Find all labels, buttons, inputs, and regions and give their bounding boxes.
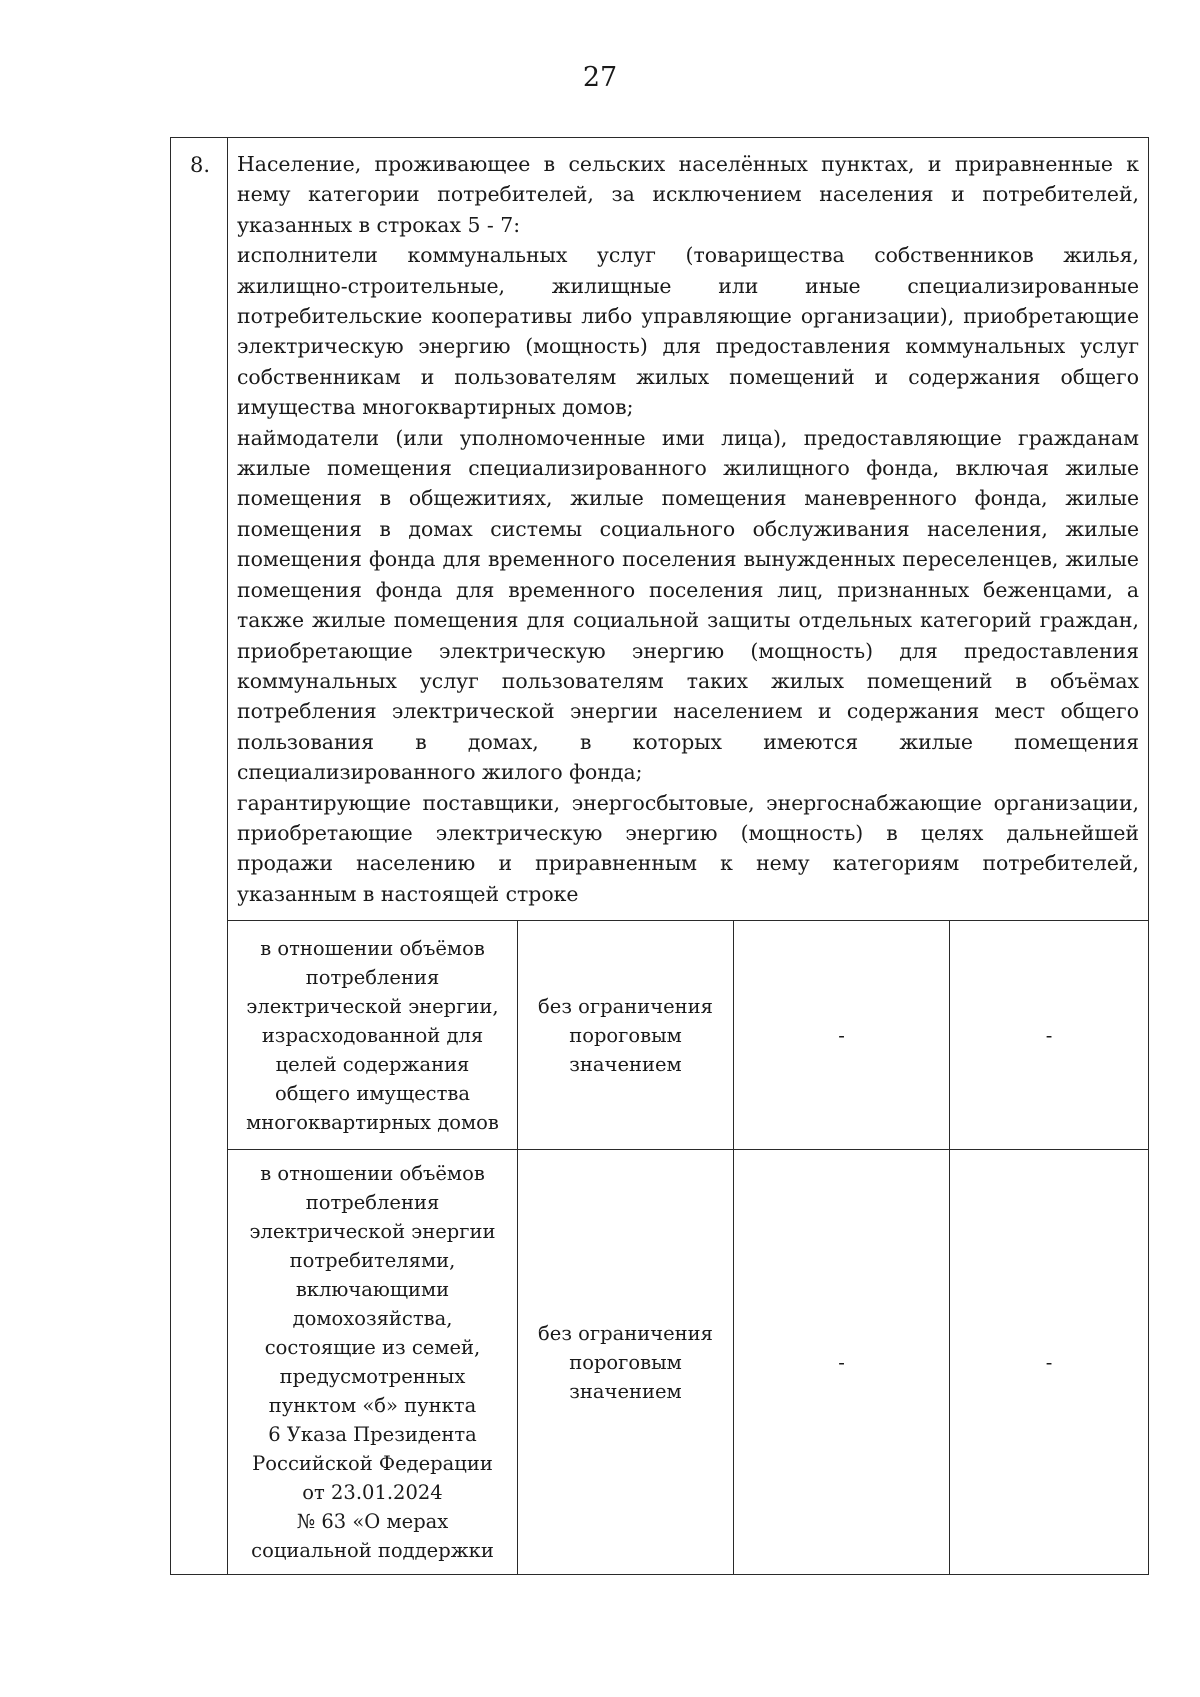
table-subrow	[171, 1150, 1149, 1575]
description-paragraph: исполнители коммунальных услуг (товарищества собственников жилья, жилищно-строительные, жилищные или иные специализированные потребительские кооперативы либо управляющие организации), приобретающие электрическую энергию (мощность) для предоставления коммунальных услуг собственникам и пользователям жилых помещений и содержания общего имущества многоквартирных домов;	[237, 243, 1140, 420]
page-number: 27	[582, 62, 618, 93]
subrow-limit	[518, 1150, 734, 1575]
text-line: 6 Указа Президента	[268, 1423, 477, 1446]
text-line: общего имущества	[275, 1081, 470, 1105]
subrow-col4: -	[950, 1150, 1149, 1575]
text-line: пороговым	[569, 1350, 682, 1374]
row-number: 8.	[171, 138, 228, 1575]
description-paragraph: гарантирующие поставщики, энергосбытовые, энергоснабжающие организации, приобретающие электрическую энергию (мощность) в целях дальнейшей продажи населению и приравненным к нему категориям потребителей, указанным в настоящей строке	[237, 790, 1140, 906]
text-line: значением	[569, 1379, 682, 1403]
text-line: состоящие из семей,	[264, 1336, 481, 1359]
text-line: домохозяйства,	[292, 1307, 453, 1330]
text-line: в отношении объёмов	[260, 1162, 485, 1185]
subrow-col3: -	[734, 1150, 950, 1575]
text-line: социальной поддержки	[251, 1539, 494, 1562]
text-line: многоквартирных домов	[246, 1110, 499, 1134]
text-line: без ограничения	[538, 994, 713, 1018]
subrow-description	[228, 1150, 518, 1575]
text-line: пороговым	[569, 1023, 682, 1047]
description-paragraph: Население, проживающее в сельских населённых пунктах, и приравненные к нему категории потребителей, за исключением населения и потребителей, указанных в строках 5 - 7:	[237, 152, 1140, 237]
subrow-col3: -	[734, 921, 950, 1150]
table-row-8	[171, 138, 1149, 921]
tariff-table	[170, 137, 1149, 1575]
text-line: № 63 «О мерах	[296, 1510, 449, 1533]
text-line: Российской Федерации	[252, 1452, 493, 1475]
subrow-limit	[518, 921, 734, 1150]
text-line: израсходованной для	[261, 1023, 484, 1047]
text-line: потребления	[305, 1191, 440, 1214]
row-description	[228, 138, 1149, 921]
text-line: в отношении объёмов	[260, 936, 485, 960]
text-line: потребителями,	[289, 1249, 456, 1272]
text-line: электрической энергии	[249, 1220, 496, 1243]
description-paragraph: наймодатели (или уполномоченные ими лица), предоставляющие гражданам жилые помещения специализированного жилищного фонда, включая жилые помещения в общежитиях, жилые помещения маневренного фонда, жилые помещения в домах системы социального обслуживания населения, жилые помещения фонда для временного поселения вынужденных переселенцев, жилые помещения фонда для временного поселения лиц, признанных беженцами, а также жилые помещения для социальной защиты отдельных категорий граждан, приобретающие электрическую энергию (мощность) для предоставления коммунальных услуг пользователям таких жилых помещений в объёмах потребления электрической энергии населением и содержания мест общего пользования в домах, в которых имеются жилые помещения специализированного жилого фонда;	[237, 425, 1140, 785]
table-subrow	[171, 921, 1149, 1150]
text-line: пунктом «б» пункта	[268, 1394, 477, 1417]
text-line: без ограничения	[538, 1321, 713, 1345]
text-line: от 23.01.2024	[302, 1481, 443, 1504]
text-line: включающими	[295, 1278, 450, 1301]
text-line: целей содержания	[275, 1052, 470, 1076]
text-line: значением	[569, 1052, 682, 1076]
subrow-description	[228, 921, 518, 1150]
subrow-col4: -	[950, 921, 1149, 1150]
text-line: предусмотренных	[279, 1365, 466, 1388]
text-line: электрической энергии,	[246, 994, 499, 1018]
text-line: потребления	[305, 965, 440, 989]
